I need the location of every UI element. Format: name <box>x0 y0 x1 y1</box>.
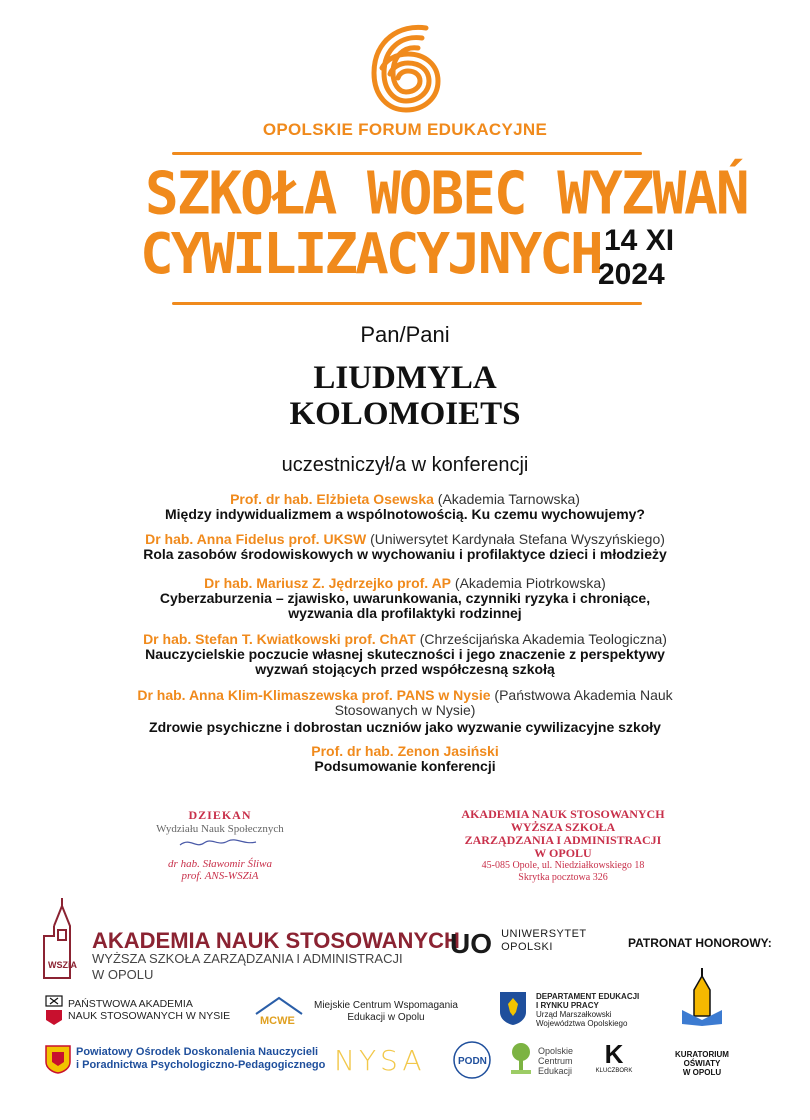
kuratorium-line2: OŚWIATY <box>683 1059 721 1068</box>
conference-date-day: 14 XI <box>604 224 675 257</box>
wszia-tower-logo-icon <box>40 896 84 986</box>
participation-statement: uczestniczył/a w konferencji <box>281 454 529 476</box>
speaker-name: Dr hab. Anna Klim-Klimaszewska prof. PANS w Nysie <box>137 687 491 703</box>
participant-name <box>0 360 810 432</box>
dean-role: prof. ANS-WSZiA <box>181 870 259 882</box>
uo-logo <box>450 928 587 960</box>
speaker-name: Dr hab. Mariusz Z. Jędrzejko prof. AP <box>204 575 452 591</box>
institution-stamp <box>448 808 678 884</box>
oce-line3: Edukacji <box>538 1066 573 1076</box>
dept-line1: DEPARTAMENT EDUKACJI <box>536 992 640 1001</box>
podn-logo-icon <box>450 1040 494 1084</box>
podn-line1: Powiatowy Ośrodek Doskonalenia Nauczycieli <box>76 1046 319 1058</box>
uo-line1: UNIWERSYTET <box>501 928 587 940</box>
dean-unit: Wydziału Nauk Społecznych <box>156 823 284 835</box>
talk-item <box>40 688 770 735</box>
kluczbork-logo <box>594 1040 634 1074</box>
kuratorium-line3: W OPOLU <box>682 1068 722 1077</box>
bottom-divider <box>172 302 642 305</box>
pans-name <box>68 998 230 1022</box>
salutation: Pan/Pani <box>360 322 450 347</box>
dean-title: DZIEKAN <box>188 808 252 822</box>
speaker-name: Prof. dr hab. Elżbieta Osewska <box>230 491 434 507</box>
talk-item <box>40 492 770 522</box>
speaker-affiliation: (Akademia Tarnowska) <box>433 491 580 507</box>
forum-name: OPOLSKIE FORUM EDUKACYJNE <box>262 120 548 139</box>
honorary-patronage: PATRONAT HONOROWY: <box>628 936 772 950</box>
speaker-name: Prof. dr hab. Zenon Jasiński <box>311 743 499 759</box>
speaker-affiliation-cont: Stosowanych w Nysie) <box>334 702 476 718</box>
mcwe-line1: Miejskie Centrum Wspomagania <box>314 1000 458 1011</box>
ans-subtitle-line1: WYŻSZA SZKOŁA ZARZĄDZANIA I ADMINISTRACJI <box>92 951 403 966</box>
uo-mark-icon: UO <box>450 928 492 959</box>
svg-text:WSZiA: WSZiA <box>48 960 77 970</box>
conference-date-year: 2024 <box>598 258 665 291</box>
pans-line2: NAUK STOSOWANYCH W NYSIE <box>68 1010 231 1022</box>
speaker-affiliation: (Akademia Piotrkowska) <box>451 575 606 591</box>
forum-six-logo-icon <box>360 18 450 122</box>
dean-name: dr hab. Sławomir Śliwa <box>168 858 272 870</box>
mcwe-logo-icon <box>252 994 306 1032</box>
talk-topic-line1: Nauczycielskie poczucie własnej skuteczności i jego znaczenie z perspektywy <box>145 646 665 662</box>
speaker-name: Dr hab. Anna Fidelus prof. UKSW <box>145 531 367 547</box>
oce-line1: Opolskie <box>538 1046 574 1056</box>
dean-stamp <box>130 808 310 882</box>
conference-title-line1: SZKOŁA WOBEC WYZWAŃ <box>145 160 748 229</box>
ans-subtitle-line2: W OPOLU <box>92 967 154 982</box>
dept-line4: Województwa Opolskiego <box>536 1019 628 1028</box>
kuratorium-line1: KURATORIUM <box>675 1050 729 1059</box>
oce-tree-icon <box>508 1040 534 1082</box>
ans-subtitle <box>92 951 403 983</box>
kuratorium-name <box>662 1050 742 1077</box>
mcwe-name <box>314 1000 458 1024</box>
dept-line3: Urząd Marszałkowski <box>536 1010 612 1019</box>
nysa-logo-icon: NYSA <box>334 1044 426 1077</box>
talk-topic: Rola zasobów środowiskowych w wychowaniu i profilaktyce dzieci i młodzieży <box>143 546 667 562</box>
kluczbork-mark-icon: K <box>604 1039 624 1069</box>
dept-line2: I RYNKU PRACY <box>536 1001 599 1010</box>
svg-text:MCWE: MCWE <box>260 1015 295 1027</box>
opolskie-eagle-crest-icon <box>498 990 528 1030</box>
kluczbork-name: KLUCZBORK <box>595 1068 633 1074</box>
uo-line2: OPOLSKI <box>501 941 553 953</box>
speaker-name: Dr hab. Stefan T. Kwiatkowski prof. ChAT <box>143 631 416 647</box>
podn-line2: i Poradnictwa Psychologiczno-Pedagogicznego <box>76 1059 326 1071</box>
participant-first-name: LIUDMYLA <box>313 360 497 396</box>
oce-name <box>538 1046 573 1076</box>
department-name <box>536 992 639 1028</box>
inst-box: Skrytka pocztowa 326 <box>518 872 608 883</box>
kuratorium-logo-icon <box>678 966 726 1032</box>
speaker-affiliation: (Chrześcijańska Akademia Teologiczna) <box>415 631 667 647</box>
oce-line2: Centrum <box>538 1056 573 1066</box>
pans-line1: PAŃSTWOWA AKADEMIA <box>68 998 193 1010</box>
talk-topic-line2: wyzwań stojących przed współczesną szkołą <box>255 661 555 677</box>
inst-line1: AKADEMIA NAUK STOSOWANYCH <box>461 807 665 821</box>
talk-topic-line1: Cyberzaburzenia – zjawisko, uwarunkowania, czynniki ryzyka i chroniące, <box>159 590 651 606</box>
pans-crest-icon <box>44 994 64 1026</box>
talk-topic: Zdrowie psychiczne i dobrostan uczniów jako wyzwanie cywilizacyjne szkoły <box>149 719 661 735</box>
participant-last-name: KOLOMOIETS <box>289 396 521 432</box>
svg-text:PODN: PODN <box>458 1056 487 1067</box>
podn-name <box>76 1046 325 1072</box>
talk-item <box>40 532 770 562</box>
talk-topic: Podsumowanie konferencji <box>314 758 496 774</box>
talk-item <box>40 576 770 621</box>
top-divider <box>172 152 642 155</box>
conference-title-line2: CYWILIZACYJNYCH <box>140 222 601 287</box>
speaker-affiliation: (Państwowa Akademia Nauk <box>490 687 673 703</box>
talk-item <box>40 744 770 774</box>
talk-topic: Między indywidualizmem a wspólnotowością. Ku czemu wychowujemy? <box>165 506 645 522</box>
inst-address: 45-085 Opole, ul. Niedziałkowskiego 18 <box>481 860 645 871</box>
talk-item <box>40 632 770 677</box>
powiat-crest-icon <box>44 1044 72 1078</box>
inst-line3: ZARZĄDZANIA I ADMINISTRACJI <box>464 833 662 847</box>
signature-icon <box>160 835 280 851</box>
inst-line2: WYŻSZA SZKOŁA <box>510 820 616 834</box>
talk-topic-line2: wyzwania dla profilaktyki rodzinnej <box>288 605 522 621</box>
inst-line4: W OPOLU <box>534 846 592 860</box>
mcwe-line2: Edukacji w Opolu <box>347 1012 425 1023</box>
speaker-affiliation: (Uniwersytet Kardynała Stefana Wyszyńskiego) <box>366 531 665 547</box>
ans-name: AKADEMIA NAUK STOSOWANYCH <box>92 928 460 953</box>
